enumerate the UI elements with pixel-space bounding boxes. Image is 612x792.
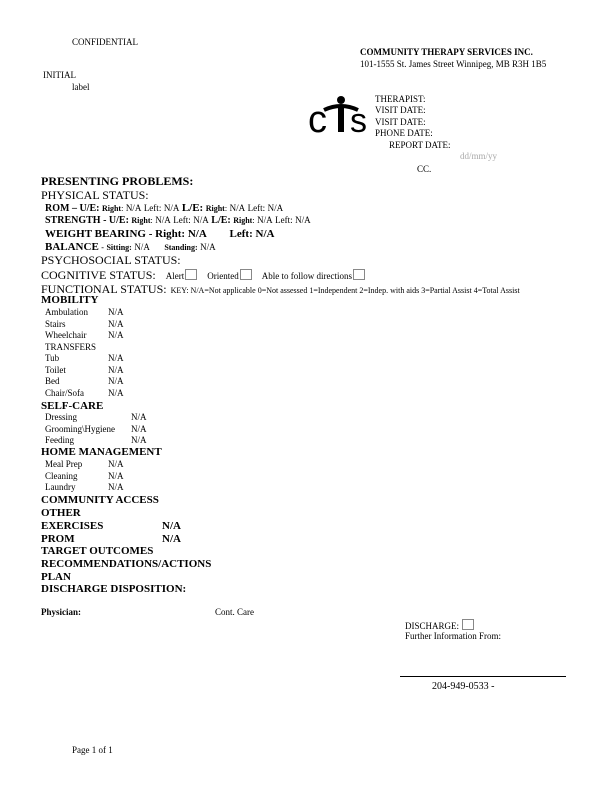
standing-value: N/A	[200, 242, 216, 252]
transfers-label: TRANSFERS	[45, 342, 97, 352]
cc-label: CC.	[417, 164, 432, 174]
mobility-title: MOBILITY	[41, 294, 99, 306]
list-item-label: Stairs	[45, 318, 66, 329]
list-item-label: Chair/Sofa	[45, 387, 84, 398]
further-info-label: Further Information From:	[405, 631, 501, 641]
label-text: label	[72, 82, 90, 92]
sitting-label: Sitting:	[106, 243, 132, 252]
exercises-label: EXERCISES	[41, 520, 104, 532]
list-item-label: Laundry	[45, 482, 76, 492]
weight-bearing-label: WEIGHT BEARING - Right:	[45, 228, 186, 240]
recommendations-actions: RECOMMENDATIONS/ACTIONS	[41, 558, 212, 570]
alert-checkbox[interactable]	[185, 269, 197, 280]
list-item-value: N/A	[108, 353, 124, 363]
plan-section: PLAN	[41, 571, 71, 583]
list-item-value: N/A	[108, 364, 124, 375]
list-item-label: Tub	[45, 353, 60, 363]
logo-letter-c: c	[308, 99, 327, 136]
list-item-label: Cleaning	[45, 470, 78, 481]
follow-directions-label: Able to follow directions	[261, 271, 352, 281]
logo-figure-body	[338, 108, 344, 132]
discharge-checkbox[interactable]	[462, 619, 474, 630]
list-item-value: N/A	[108, 307, 124, 317]
strength-right-label: Right	[131, 216, 151, 225]
prom-value: N/A	[162, 533, 181, 545]
strength-right-value: N/A	[155, 215, 171, 225]
functional-row	[41, 280, 520, 298]
rom-le-right-label: Right	[205, 204, 225, 213]
balance-row: BALANCE - Sitting: N/A Standing: N/A	[45, 241, 216, 253]
company-address: 101-1555 St. James Street Winnipeg, MB R3H 1B5	[360, 59, 547, 69]
rom-le-right-value: N/A	[229, 203, 246, 213]
cts-logo	[308, 94, 374, 136]
list-item-label: Dressing	[45, 412, 77, 422]
rom-left-value: N/A	[163, 203, 180, 213]
cont-care-label: Cont. Care	[215, 607, 254, 617]
list-item-label: Wheelchair	[45, 330, 87, 340]
page-number: Page 1 of 1	[72, 745, 113, 755]
weight-left-value: N/A	[255, 228, 275, 240]
list-item-value: N/A	[131, 412, 147, 422]
exercises-value: N/A	[162, 520, 181, 532]
list-item-label: Bed	[45, 376, 60, 386]
discharge-row	[405, 619, 474, 631]
list-item-value: N/A	[131, 423, 147, 434]
weight-left-label: Left:	[229, 228, 253, 240]
target-outcomes: TARGET OUTCOMES	[41, 545, 154, 557]
list-item-label: Feeding	[45, 435, 74, 445]
discharge-label: DISCHARGE:	[405, 621, 460, 631]
strength-le-label: L/E:	[211, 215, 231, 226]
strength-ue-label: STRENGTH - U/E:	[45, 215, 129, 226]
list-item-value: N/A	[108, 376, 124, 386]
functional-key: KEY: N/A=Not applicable 0=Not assessed 1=Independent 2=Indep. with aids 3=Partial Assist 4=Total Assist	[170, 286, 520, 295]
selfcare-title: SELF-CARE	[41, 400, 104, 412]
therapist-label: THERAPIST:	[375, 94, 426, 104]
alert-label: Alert	[165, 271, 185, 281]
list-item-value: N/A	[108, 482, 124, 492]
list-item-value: N/A	[108, 470, 124, 481]
list-item-value: N/A	[131, 435, 147, 445]
physical-status-title: PHYSICAL STATUS:	[41, 188, 149, 202]
rom-right-value: N/A	[125, 203, 142, 213]
oriented-checkbox[interactable]	[240, 269, 252, 280]
confidential-label: CONFIDENTIAL	[72, 37, 138, 47]
strength-row: STRENGTH - U/E: Right: N/A Left: N/A L/E: Right: N/A Left: N/A	[45, 215, 311, 226]
cognitive-status-title: COGNITIVE STATUS	[41, 268, 153, 282]
weight-right-value: N/A	[187, 228, 207, 240]
company-name: COMMUNITY THERAPY SERVICES INC.	[360, 47, 533, 57]
list-item-label: Meal Prep	[45, 459, 83, 469]
psychosocial-status: PSYCHOSOCIAL STATUS:	[41, 253, 181, 267]
list-item-value: N/A	[108, 387, 124, 398]
list-item-value: N/A	[108, 330, 124, 340]
weight-bearing-row	[45, 228, 274, 240]
list-item-label: Toilet	[45, 364, 66, 375]
rom-le-label: L/E:	[181, 202, 204, 214]
sitting-value: N/A	[134, 242, 150, 252]
balance-label: BALANCE	[45, 241, 99, 253]
signature-line	[400, 676, 566, 677]
physician-label: Physician:	[41, 607, 82, 617]
rom-le-left-label: Left	[247, 203, 263, 213]
cognitive-row: COGNITIVE STATUS: Alert Oriented Able to follow directions	[41, 266, 365, 284]
visit-date-1: VISIT DATE:	[375, 105, 426, 115]
strength-le-right-value: N/A	[257, 215, 273, 225]
initial-label: INITIAL	[43, 70, 76, 80]
community-access: COMMUNITY ACCESS	[41, 494, 159, 506]
footer-phone: 204-949-0533 -	[432, 681, 495, 692]
visit-date-2: VISIT DATE:	[375, 117, 426, 127]
standing-label: Standing:	[164, 243, 198, 252]
strength-left-value: N/A	[193, 215, 209, 225]
list-item-value: N/A	[108, 318, 124, 329]
logo-letter-s: s	[350, 102, 367, 136]
follow-directions-checkbox[interactable]	[353, 269, 365, 280]
presenting-problems: PRESENTING PROBLEMS:	[41, 174, 194, 188]
strength-left-label: Left	[173, 215, 189, 225]
functional-status-title: FUNCTIONAL STATUS:	[41, 282, 167, 296]
report-date: REPORT DATE:	[389, 140, 451, 150]
list-item-label: Ambulation	[45, 307, 88, 317]
phone-date: PHONE DATE:	[375, 128, 433, 138]
rom-ue-label: ROM – U/E:	[45, 203, 100, 214]
oriented-label: Oriented	[207, 271, 239, 281]
strength-le-left-label: Left	[275, 215, 291, 225]
discharge-disposition: DISCHARGE DISPOSITION:	[41, 583, 187, 595]
list-item-label: Grooming\Hygiene	[45, 423, 115, 434]
home-management-title: HOME MANAGEMENT	[41, 446, 162, 458]
rom-row: ROM – U/E: Right: N/A Left: N/A L/E: Right: N/A Left: N/A	[45, 202, 284, 214]
strength-le-left-value: N/A	[295, 215, 311, 225]
rom-right-label: Right	[101, 204, 122, 213]
logo-figure-head	[337, 96, 345, 104]
rom-le-left-value: N/A	[267, 203, 284, 213]
strength-le-right-label: Right	[233, 216, 253, 225]
prom-label: PROM	[41, 533, 75, 545]
other-section: OTHER	[41, 507, 81, 519]
list-item-value: N/A	[108, 459, 124, 469]
rom-left-label: Left	[143, 203, 159, 213]
report-date-input[interactable]: dd/mm/yy	[460, 151, 498, 161]
